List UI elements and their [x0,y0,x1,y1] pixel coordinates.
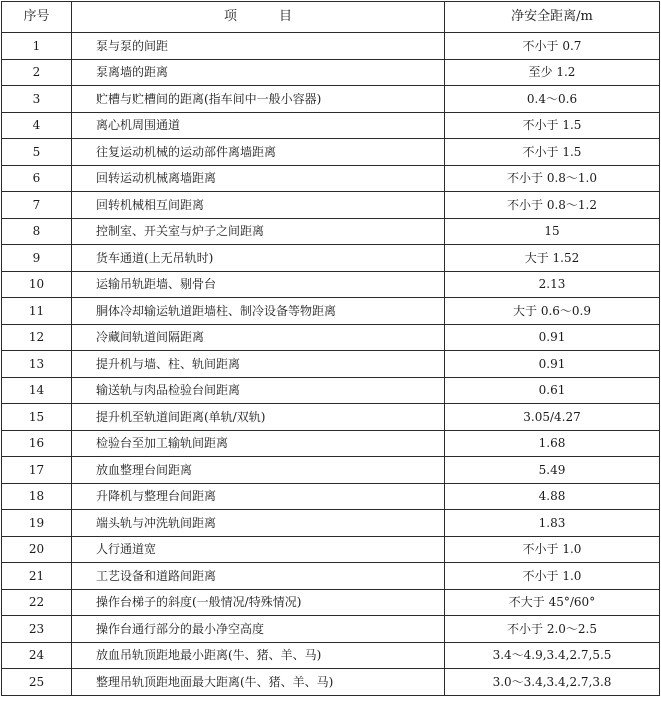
table-row [2,589,660,616]
cell-serial-number: 25 [2,669,72,696]
table-row [2,86,660,113]
cell-item: 放血整理台间距离 [72,457,445,484]
cell-serial-number: 22 [2,589,72,616]
cell-serial-number: 7 [2,192,72,219]
cell-distance: 1.68 [445,430,660,457]
cell-serial-number: 20 [2,536,72,563]
cell-distance: 不小于 1.0 [445,536,660,563]
cell-distance: 3.4～4.9,3.4,2.7,5.5 [445,642,660,669]
cell-serial-number: 3 [2,86,72,113]
cell-item: 人行通道宽 [72,536,445,563]
cell-distance: 5.49 [445,457,660,484]
table-row [2,430,660,457]
table-row [2,563,660,590]
cell-distance: 不小于 1.5 [445,112,660,139]
cell-distance: 不小于 0.8～1.0 [445,165,660,192]
cell-item: 运输吊轨距墙、剔骨台 [72,271,445,298]
cell-item: 胴体冷却输运轨道距墙柱、制冷设备等物距离 [72,298,445,325]
table-row [2,351,660,378]
cell-serial-number: 24 [2,642,72,669]
header-item-char-1: 项 [223,9,237,24]
table-row [2,245,660,272]
cell-item: 操作台通行部分的最小净空高度 [72,616,445,643]
table-row [2,377,660,404]
cell-distance: 0.91 [445,351,660,378]
table-row [2,669,660,696]
cell-serial-number: 12 [2,324,72,351]
header-item [72,2,445,33]
table-row [2,642,660,669]
table-row [2,324,660,351]
cell-item: 冷藏间轨道间隔距离 [72,324,445,351]
cell-serial-number: 8 [2,218,72,245]
cell-item: 泵与泵的间距 [72,33,445,60]
cell-item: 整理吊轨顶距地面最大距离(牛、猪、羊、马) [72,669,445,696]
cell-serial-number: 6 [2,165,72,192]
header-item-char-2: 目 [279,9,293,24]
cell-serial-number: 9 [2,245,72,272]
cell-distance: 3.0～3.4,3.4,2.7,3.8 [445,669,660,696]
cell-distance: 0.61 [445,377,660,404]
safety-distance-table [1,1,660,696]
cell-distance: 2.13 [445,271,660,298]
table-row [2,536,660,563]
cell-serial-number: 19 [2,510,72,537]
cell-distance: 大于 0.6～0.9 [445,298,660,325]
table-row [2,298,660,325]
cell-serial-number: 14 [2,377,72,404]
cell-item: 泵离墙的距离 [72,59,445,86]
cell-distance: 4.88 [445,483,660,510]
cell-distance: 大于 1.52 [445,245,660,272]
header-net-safety-distance: 净安全距离/m [445,2,660,33]
table-row [2,33,660,60]
cell-item: 控制室、开关室与炉子之间距离 [72,218,445,245]
cell-item: 货车通道(上无吊轨时) [72,245,445,272]
cell-serial-number: 21 [2,563,72,590]
cell-distance: 0.91 [445,324,660,351]
table-row [2,59,660,86]
cell-distance: 不小于 1.0 [445,563,660,590]
cell-serial-number: 10 [2,271,72,298]
cell-serial-number: 1 [2,33,72,60]
table-row [2,404,660,431]
cell-serial-number: 18 [2,483,72,510]
table-row [2,165,660,192]
cell-serial-number: 11 [2,298,72,325]
cell-distance: 不小于 0.7 [445,33,660,60]
cell-item: 输送轨与肉品检验台间距离 [72,377,445,404]
cell-distance: 0.4～0.6 [445,86,660,113]
table-row [2,483,660,510]
cell-distance: 15 [445,218,660,245]
cell-item: 升降机与整理台间距离 [72,483,445,510]
cell-serial-number: 13 [2,351,72,378]
cell-serial-number: 15 [2,404,72,431]
cell-serial-number: 17 [2,457,72,484]
cell-item: 检验台至加工输轨间距离 [72,430,445,457]
cell-serial-number: 2 [2,59,72,86]
cell-item: 端头轨与冲洗轨间距离 [72,510,445,537]
table-row [2,192,660,219]
cell-serial-number: 5 [2,139,72,166]
table-header [2,2,660,33]
cell-distance: 3.05/4.27 [445,404,660,431]
table-row [2,271,660,298]
table-row [2,218,660,245]
cell-distance: 不小于 0.8～1.2 [445,192,660,219]
cell-item: 回转运动机械离墙距离 [72,165,445,192]
table-row [2,139,660,166]
cell-distance: 不小于 1.5 [445,139,660,166]
table-row [2,112,660,139]
cell-item: 往复运动机械的运动部件离墙距离 [72,139,445,166]
cell-distance: 不小于 2.0～2.5 [445,616,660,643]
cell-item: 离心机周围通道 [72,112,445,139]
table-row [2,510,660,537]
cell-item: 回转机械相互间距离 [72,192,445,219]
header-row [2,2,660,33]
cell-distance: 不大于 45°/60° [445,589,660,616]
table-row [2,616,660,643]
cell-item: 放血吊轨顶距地最小距离(牛、猪、羊、马) [72,642,445,669]
cell-item: 操作台梯子的斜度(一般情况/特殊情况) [72,589,445,616]
cell-item: 提升机与墙、柱、轨间距离 [72,351,445,378]
cell-serial-number: 16 [2,430,72,457]
cell-serial-number: 23 [2,616,72,643]
table-body [2,33,660,696]
cell-serial-number: 4 [2,112,72,139]
cell-item: 提升机至轨道间距离(单轨/双轨) [72,404,445,431]
header-serial-number: 序号 [2,2,72,33]
cell-item: 贮槽与贮槽间的距离(指车间中一般小容器) [72,86,445,113]
cell-item: 工艺设备和道路间距离 [72,563,445,590]
cell-distance: 至少 1.2 [445,59,660,86]
cell-distance: 1.83 [445,510,660,537]
table-row [2,457,660,484]
